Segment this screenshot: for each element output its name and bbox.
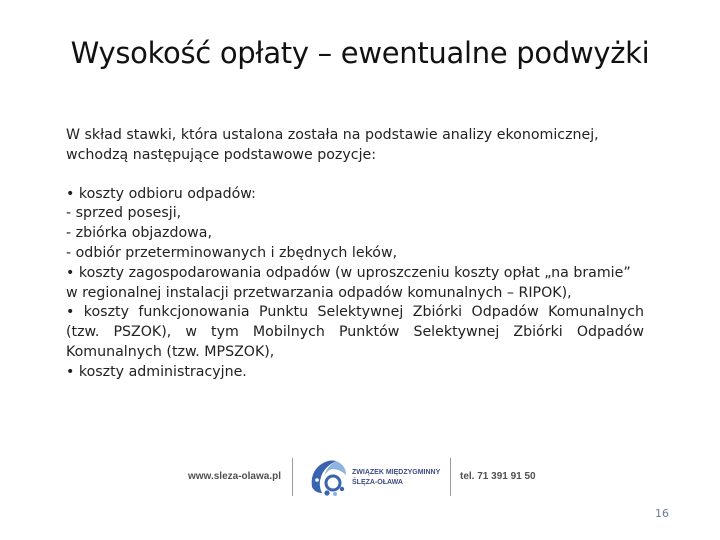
slide-title: Wysokość opłaty – ewentualne podwyżki (70, 36, 650, 70)
website-link[interactable]: www.sleza-olawa.pl (188, 471, 281, 482)
list-line: • koszty administracyjne. (66, 363, 247, 380)
phone-number: tel. 71 391 91 50 (460, 471, 536, 482)
list-line: (tzw. PSZOK), w tym Mobilnych Punktów Selektywnej Zbiórki Odpadów (66, 324, 644, 341)
slide-body (66, 126, 644, 383)
footer-divider (450, 458, 451, 496)
list-line: - zbiórka objazdowa, (66, 225, 212, 242)
page-number: 16 (655, 507, 669, 520)
intro-line: wchodzą następujące podstawowe pozycje: (66, 146, 377, 163)
intro-paragraph (66, 126, 644, 166)
list-line: - odbiór przeterminowanych i zbędnych leków, (66, 244, 398, 261)
list-line: • koszty odbioru odpadów: (66, 185, 256, 202)
footer-banner (182, 455, 542, 500)
logo-graphic-icon (306, 457, 350, 497)
footer-divider (292, 458, 293, 496)
list-line: - sprzed posesji, (66, 205, 182, 222)
cost-list (66, 185, 644, 383)
organization-name (352, 468, 440, 488)
list-line: • koszty zagospodarowania odpadów (w uproszczeniu koszty opłat „na bramie” (66, 264, 631, 281)
org-line: ZWIĄZEK MIĘDZYGMINNY (352, 469, 441, 476)
organization-logo-icon (306, 457, 350, 497)
list-line: w regionalnej instalacji przetwarzania odpadów komunalnych – RIPOK), (66, 284, 572, 301)
intro-line: W skład stawki, która ustalona została na podstawie analizy ekonomicznej, (66, 127, 599, 143)
org-line: ŚLĘZA-OŁAWA (352, 479, 403, 486)
list-line: Komunalnych (tzw. MPSZOK), (66, 343, 275, 360)
list-line: • koszty funkcjonowania Punktu Selektywnej Zbiórki Odpadów Komunalnych (66, 304, 644, 321)
